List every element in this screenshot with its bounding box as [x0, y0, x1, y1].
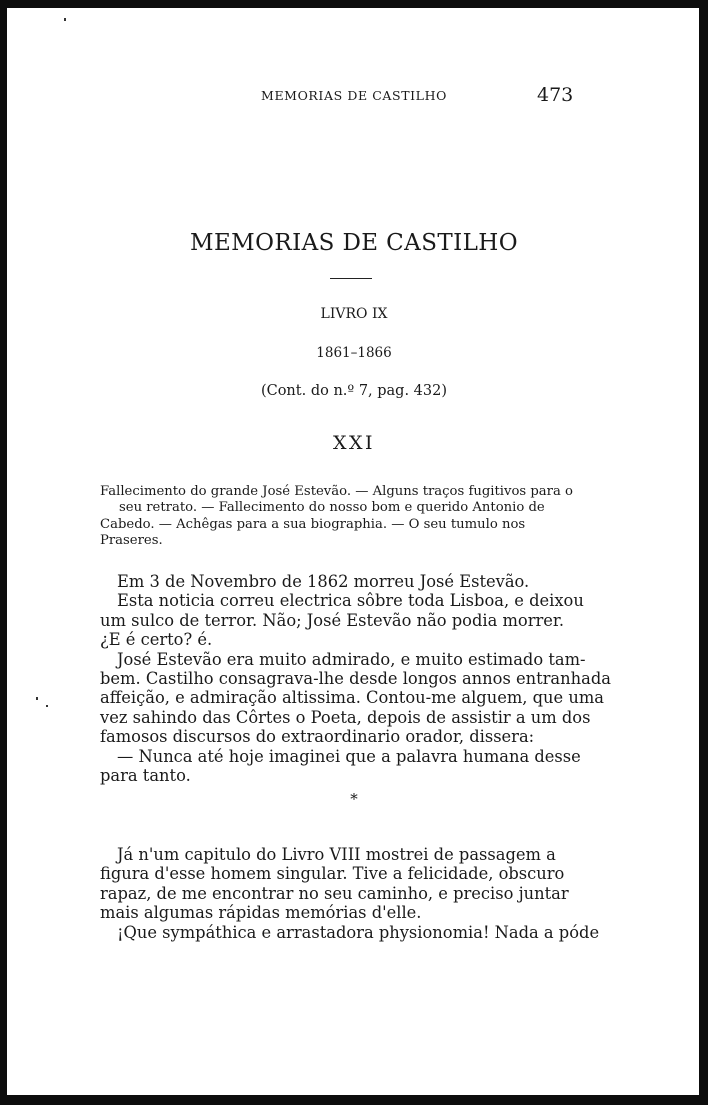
chapter-summary: [100, 484, 590, 549]
text-line: famosos discursos do extraordinario orador, dissera:: [100, 727, 535, 747]
title-divider: [330, 278, 372, 279]
scan-mark: [36, 697, 38, 700]
section-one: [100, 572, 611, 786]
text-line: figura d'esse homem singular. Tive a felicidade, obscuro: [100, 864, 565, 884]
text-line: Esta noticia correu electrica sôbre toda Lisboa, e deixou: [117, 591, 584, 611]
section-two: [100, 845, 600, 942]
book-label: LIVRO IX: [320, 306, 388, 322]
running-head: MEMORIAS DE CASTILHO: [261, 88, 447, 103]
summary-line: Cabedo. — Achêgas para a sua biographia. — O seu tumulo nos: [100, 516, 526, 532]
text-line: ¡Que sympáthica e arrastadora physionomia! Nada a póde: [117, 922, 600, 942]
summary-line: Praseres.: [100, 532, 163, 548]
text-line: — Nunca até hoje imaginei que a palavra humana desse: [117, 746, 581, 766]
text-line: rapaz, de me encontrar no seu caminho, e preciso juntar: [100, 883, 569, 903]
text-line: para tanto.: [100, 766, 191, 786]
text-line: vez sahindo das Côrtes o Poeta, depois de assistir a um dos: [100, 707, 591, 727]
section-separator: *: [350, 790, 358, 808]
scan-mark: [64, 18, 66, 21]
summary-line: Fallecimento do grande José Estevão. — Alguns traços fugitivos para o: [100, 484, 573, 499]
text-line: mais algumas rápidas memórias d'elle.: [100, 903, 422, 923]
text-line: José Estevão era muito admirado, e muito estimado tam-: [117, 649, 586, 669]
text-line: um sulco de terror. Não; José Estevão não podia morrer.: [100, 610, 565, 630]
chapter-number: XXI: [332, 432, 376, 454]
text-line: Em 3 de Novembro de 1862 morreu José Estevão.: [117, 572, 530, 591]
text-line: bem. Castilho consagrava-lhe desde longos annos entranhada: [100, 669, 611, 689]
text-line: ¿E é certo? é.: [100, 630, 213, 650]
text-line: Já n'um capitulo do Livro VIII mostrei de passagem a: [117, 845, 556, 864]
summary-line: seu retrato. — Fallecimento do nosso bom e querido Antonio de: [119, 500, 545, 516]
page-title: MEMORIAS DE CASTILHO: [190, 230, 518, 256]
years-range: 1861–1866: [316, 345, 392, 361]
scan-mark: [46, 705, 48, 707]
continuation-note: (Cont. do n.º 7, pag. 432): [260, 383, 448, 399]
page-number: 473: [537, 84, 574, 106]
text-line: affeição, e admiração altissima. Contou-me alguem, que uma: [100, 688, 604, 708]
